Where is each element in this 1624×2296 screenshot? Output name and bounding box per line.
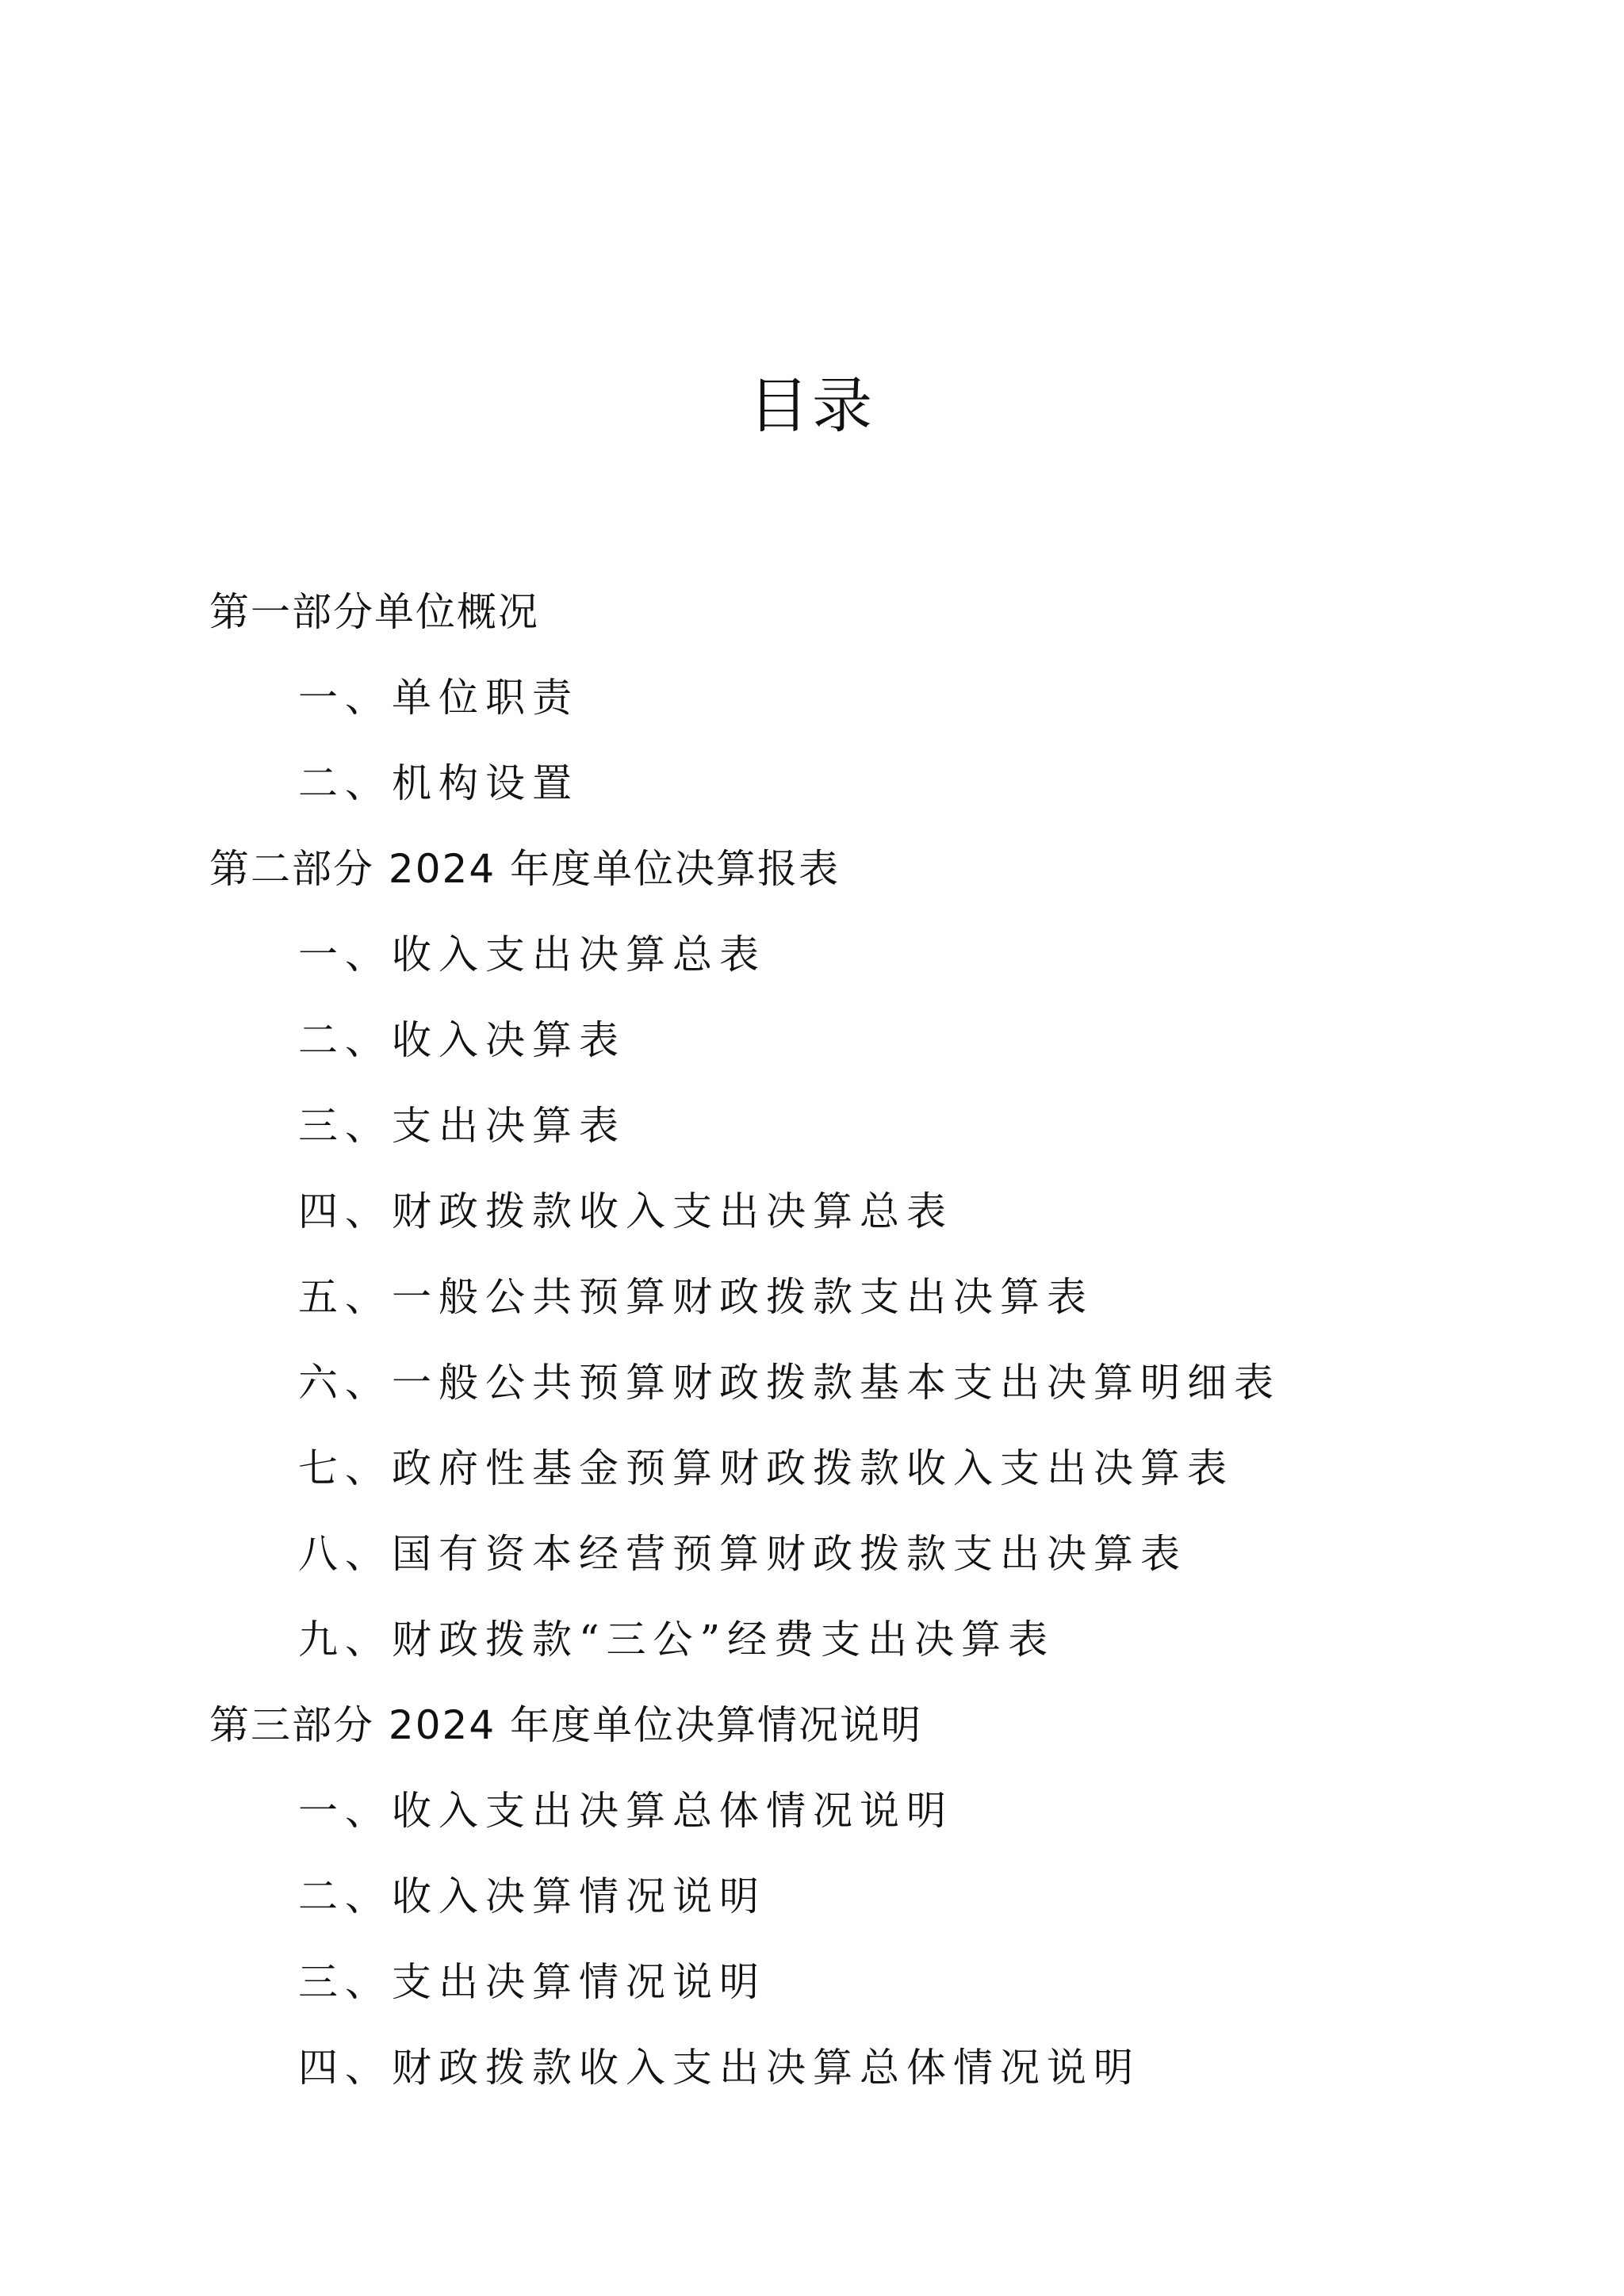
toc-item: 二、收入决算表 <box>298 1017 626 1063</box>
toc-item: 二、机构设置 <box>298 760 579 806</box>
toc-item: 四、财政拨款收入支出决算总体情况说明 <box>298 2045 1140 2091</box>
toc-part-2: 第二部分 2024 年度单位决算报表 <box>209 846 841 892</box>
table-of-contents <box>209 569 1557 2110</box>
toc-item: 三、支出决算表 <box>298 1103 626 1149</box>
toc-part-1: 第一部分单位概况 <box>209 589 539 635</box>
toc-item: 七、政府性基金预算财政拨款收入支出决算表 <box>298 1445 1234 1491</box>
toc-item: 九、财政拨款“三公”经费支出决算表 <box>298 1617 1055 1663</box>
toc-item: 一、收入支出决算总表 <box>298 932 766 978</box>
page-title: 目录 <box>749 370 875 441</box>
toc-item: 一、单位职责 <box>298 675 579 721</box>
toc-item: 二、收入决算情况说明 <box>298 1873 766 1919</box>
toc-part-3: 第三部分 2024 年度单位决算情况说明 <box>209 1702 923 1748</box>
toc-item: 五、一般公共预算财政拨款支出决算表 <box>298 1274 1094 1320</box>
toc-item: 八、国有资本经营预算财政拨款支出决算表 <box>298 1531 1187 1577</box>
toc-item: 六、一般公共预算财政拨款基本支出决算明细表 <box>298 1360 1281 1406</box>
toc-item: 三、支出决算情况说明 <box>298 1959 766 2005</box>
toc-item: 一、收入支出决算总体情况说明 <box>298 1788 953 1834</box>
toc-item: 四、财政拨款收入支出决算总表 <box>298 1188 953 1234</box>
